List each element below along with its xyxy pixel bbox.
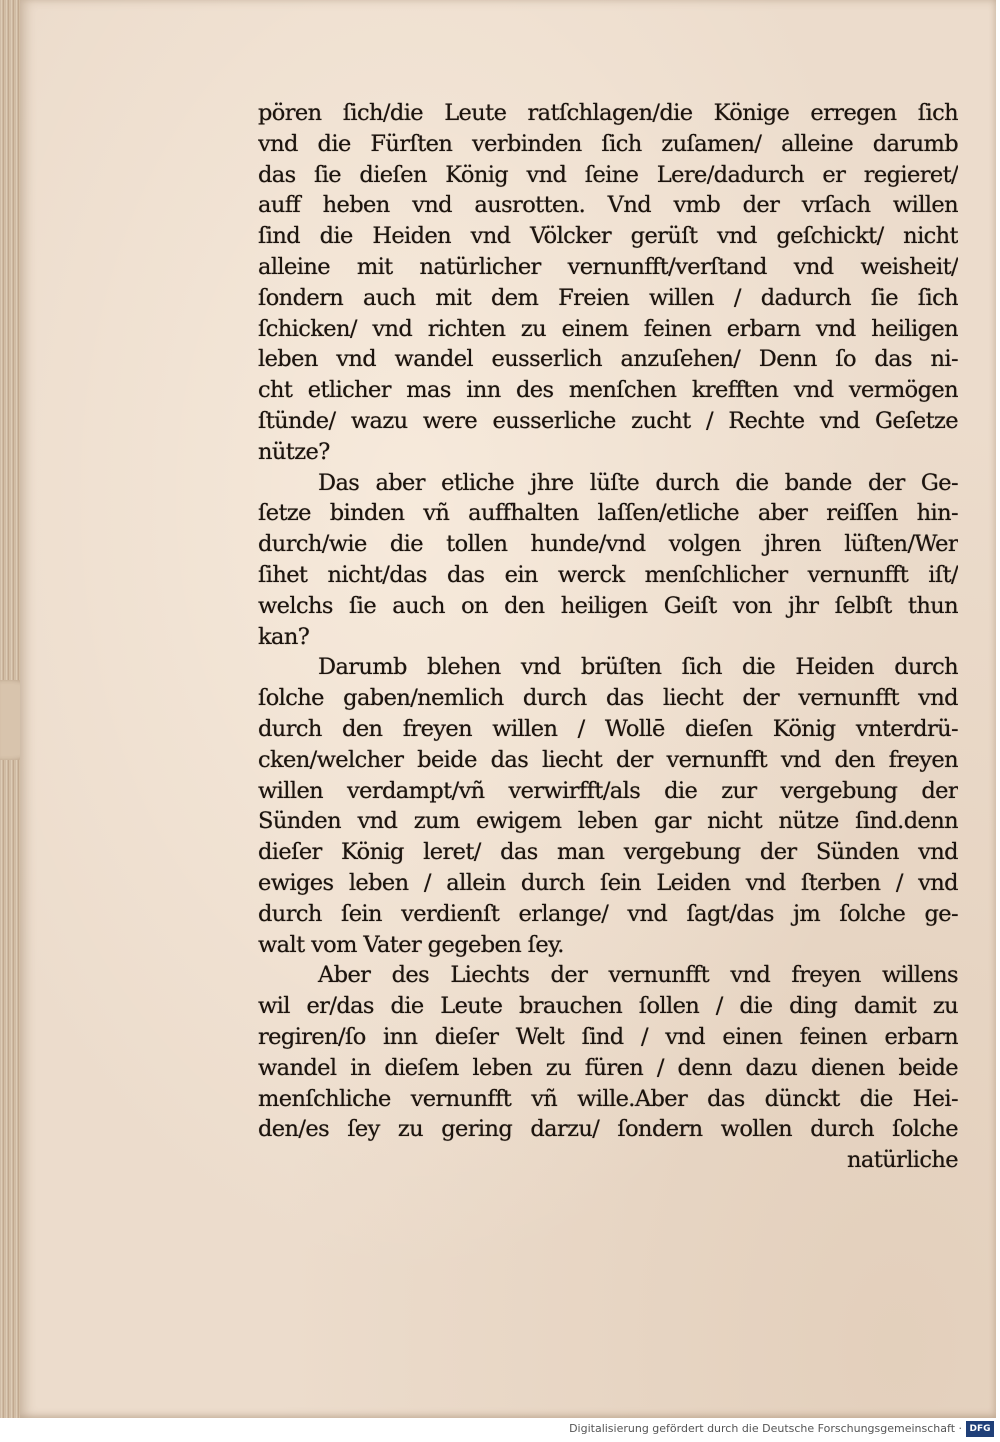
text-line: ewiges leben / allein durch ſein Leiden vnd ſterben / vnd [258,869,958,896]
text-line: leben vnd wandel eusserlich anzuſehen/ Denn ſo das ni- [258,346,958,373]
text-line: Sünden vnd zum ewigem leben gar nicht nütze ſind.denn [258,808,958,835]
text-line: auff heben vnd ausrotten. Vnd vmb der vrſach willen [258,192,958,219]
text-line: ſolche gaben/nemlich durch das liecht der vernunfft vnd [258,685,958,712]
text-line: cht etlicher mas inn des menſchen krefften vnd vermögen [258,377,958,404]
book-page [20,0,996,1418]
text-line: alleine mit natürlicher vernunfft/verſtand vnd weisheit/ [258,253,958,280]
text-line: walt vom Vater gegeben ſey. [258,931,564,958]
text-line: menſchliche vernunfft vñ wille.Aber das dünckt die Hei- [258,1085,958,1112]
text-line: ſetze binden vñ auffhalten laſſen/etliche aber reiſſen hin- [258,500,958,527]
text-line: cken/welcher beide das liecht der vernunfft vnd den freyen [258,746,958,773]
text-line: vnd die Fürſten verbinden ſich zuſamen/ alleine darumb [258,130,958,157]
text-line: den/es ſey zu gering darzu/ ſondern wollen durch ſolche [258,1116,958,1143]
text-line: durch/wie die tollen hunde/vnd volgen jhren lüſten/Wer [258,531,958,558]
text-line: ſihet nicht/das das ein werck menſchlicher vernunfft iſt/ [258,561,958,588]
text-line: nütze? [258,438,330,465]
text-line: ſondern auch mit dem Freien willen / dadurch ſie ſich [258,284,958,311]
text-line: das ſie dieſen König vnd ſeine Lere/dadurch er regieret/ [258,161,958,188]
text-line: ſind die Heiden vnd Völcker gerüſt vnd geſchickt/ nicht [258,223,958,250]
text-line: durch den freyen willen / Wollē dieſen König vnterdrü- [258,715,958,742]
text-line: willen verdampt/vñ verwirfft/als die zur vergebung der [258,777,958,804]
text-line: dieſer König leret/ das man vergebung der Sünden vnd [258,839,958,866]
text-line: pören ſich/die Leute ratſchlagen/die Könige erregen ſich [258,100,958,126]
text-line: kan? [258,623,310,650]
funding-credit: Digitalisierung gefördert durch die Deutsche Forschungsgemeinschaft · [569,1422,962,1435]
text-line: wandel in dieſem leben zu füren / denn dazu dienen beide [258,1054,958,1081]
page-text-block [258,98,958,1176]
digitization-footer [0,1418,1000,1442]
paragraph-first-line: Aber des Liechts der vernunfft vnd freyen willens [318,962,958,989]
text-line: regiren/ſo inn dieſer Welt ſind / vnd einen feinen erbarn [258,1023,958,1050]
text-line: durch ſein verdienſt erlange/ vnd ſagt/das jm ſolche ge- [258,900,958,927]
paragraph-first-line: Darumb blehen vnd brüſten ſich die Heiden durch [318,654,958,681]
text-line: ſtünde/ wazu were eusserliche zucht / Rechte vnd Geſetze [258,407,958,434]
text-line: wil er/das die Leute brauchen ſollen / die ding damit zu [258,993,958,1020]
text-line: welchs ſie auch on den heiligen Geiſt von jhr ſelbſt thun [258,592,958,619]
text-line: ſchicken/ vnd richten zu einem feinen erbarn vnd heiligen [258,315,958,342]
catchword: natürliche [847,1147,958,1174]
paragraph-first-line: Das aber etliche jhre lüſte durch die bande der Ge- [318,469,958,496]
dfg-logo-icon: DFG [966,1421,994,1437]
